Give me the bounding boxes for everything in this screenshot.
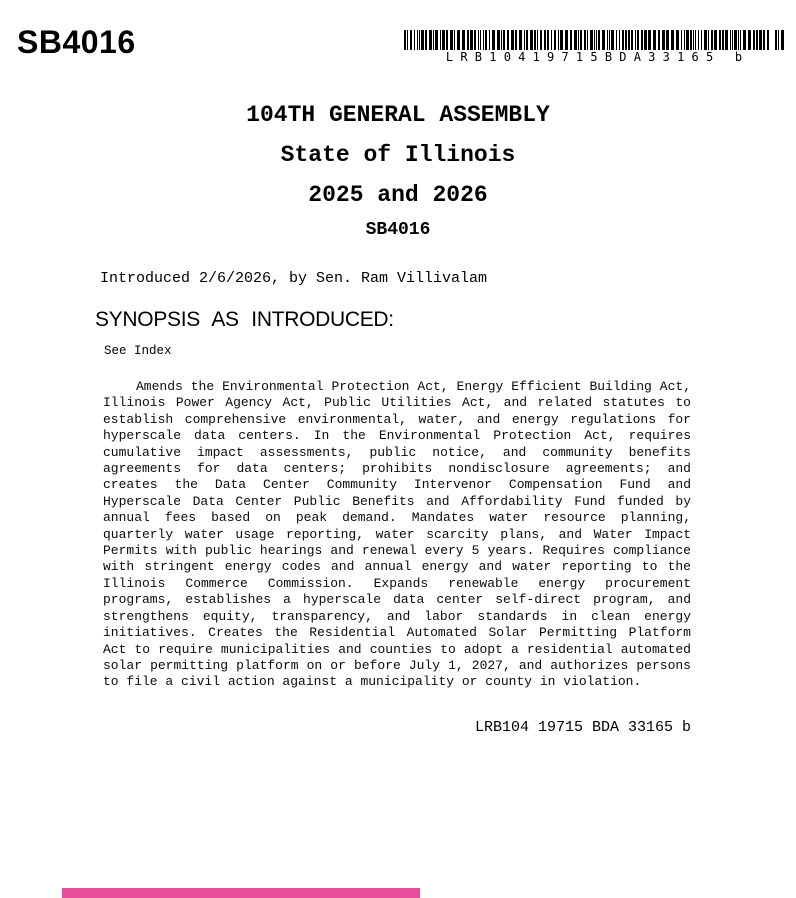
state-title: State of Illinois	[280, 142, 516, 168]
bill-number-subtitle: SB4016	[365, 220, 431, 240]
synopsis-paragraph: Amends the Environmental Protection Act, Energy Efficient Building Act, Illinois Power Agency Act, Public Utilities Act, and related statutes to establish comprehensive environmental, water, and energy regulations for hyperscale data centers. In the Environmental Protection Act, requires cumulative impact assessments, public notice, and community benefits agreements for data centers; prohibits nondisclosure agreements; and creates the Data Center Community Intervenor Compensation Fund and Hyperscale Data Center Public Benefits and Affordability Fund funded by annual fees based on peak demand. Mandates water resource planning, quarterly water usage reporting, water scarcity plans, and Water Impact Permits with public hearings and renewal every 5 years. Requires compliance with stringent energy codes and annual energy and water reporting to the Illinois Commerce Commission. Expands renewable energy procurement programs, establishes a hyperscale data center self-direct program, and strengthens equity, transparency, and labor standards in clean energy initiatives. Creates the Residential Automated Solar Permitting Platform Act to require municipalities and counties to adopt a residential automated solar permitting platform on or before July 1, 2027, and authorizes persons to file a civil action against a municipality or county in violation.	[103, 379, 691, 690]
introduced-line: Introduced 2/6/2026, by Sen. Ram Villivalam	[100, 270, 488, 287]
synopsis-heading: SYNOPSIS AS INTRODUCED:	[95, 308, 394, 331]
bill-number-heading: SB4016	[17, 24, 136, 60]
years-title: 2025 and 2026	[308, 182, 488, 208]
see-index-note: See Index	[104, 344, 172, 358]
footer-accent-bar	[62, 888, 420, 898]
barcode-bars-icon	[404, 30, 784, 50]
barcode	[404, 30, 784, 64]
barcode-label: L R B 1 0 4 1 9 7 1 5 B D A 3 3 1 6 5 b	[445, 50, 743, 64]
lrb-reference-number: LRB104 19715 BDA 33165 b	[474, 719, 691, 736]
assembly-title: 104TH GENERAL ASSEMBLY	[246, 102, 550, 128]
